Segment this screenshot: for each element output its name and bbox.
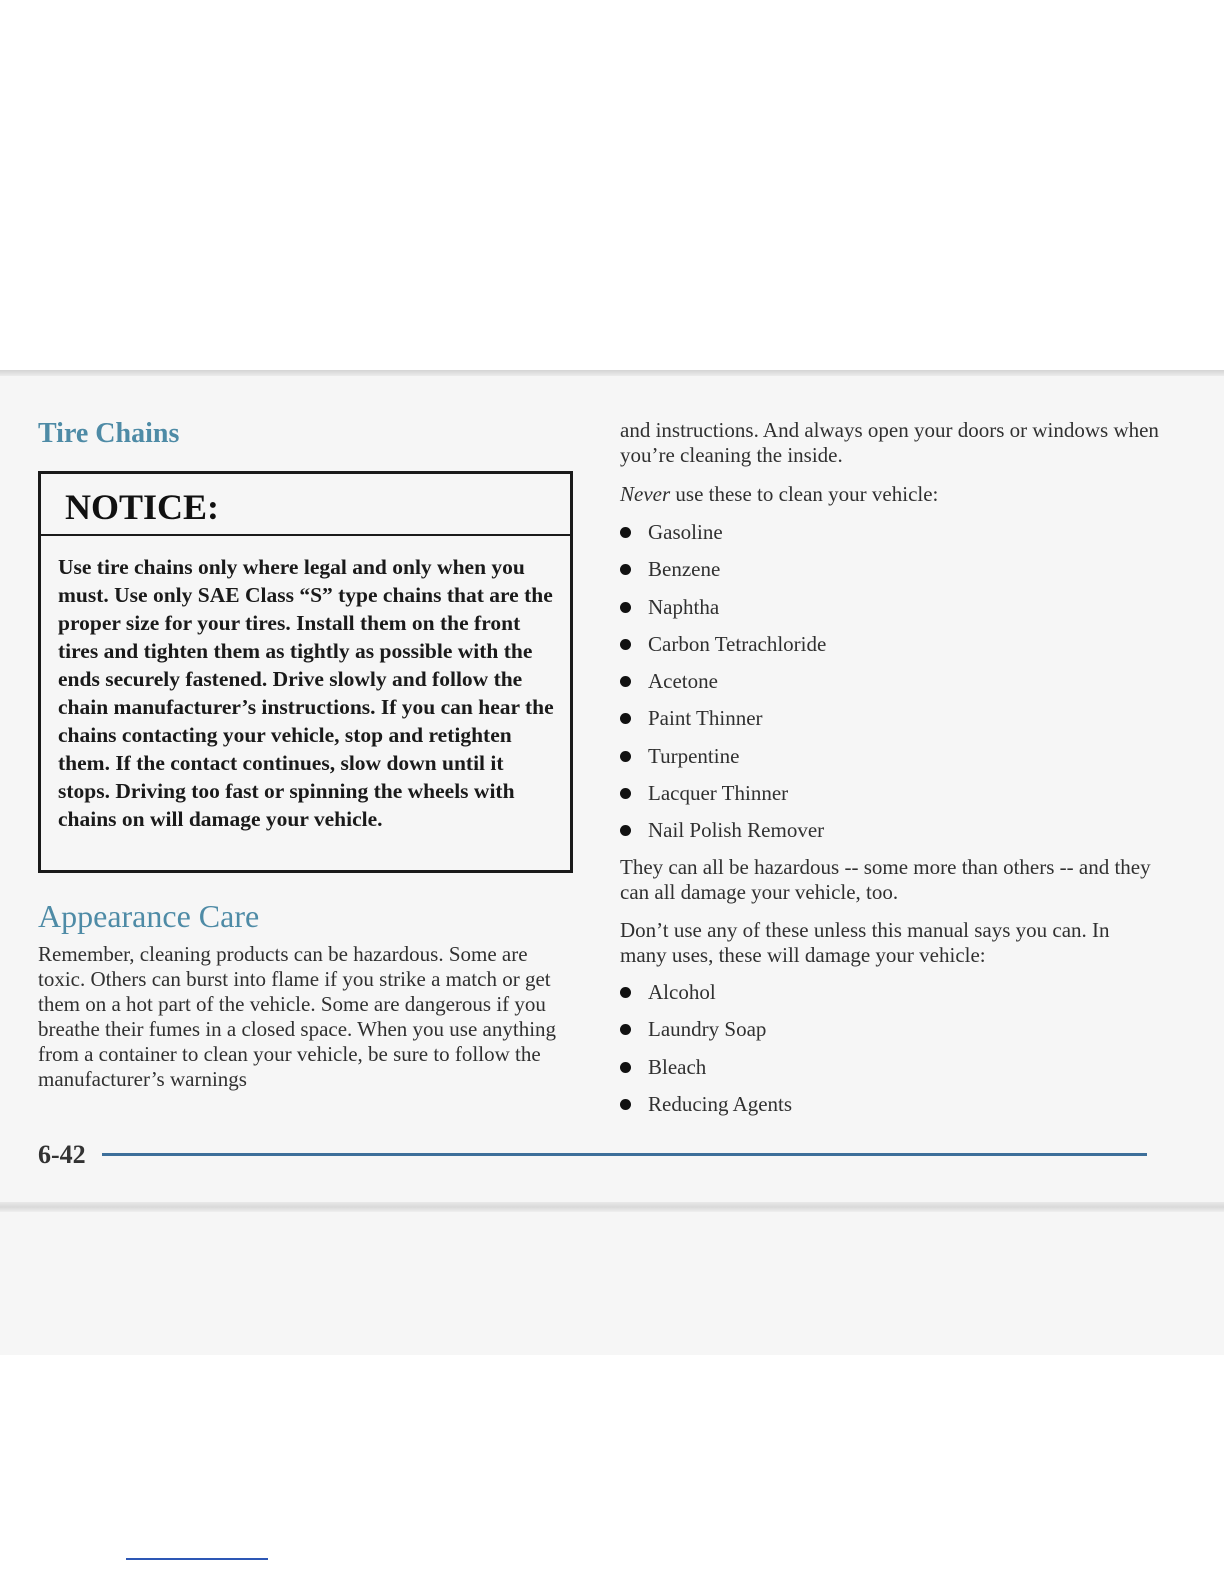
bullet-icon (620, 1062, 631, 1073)
list-item (620, 557, 826, 594)
list-item (620, 1092, 792, 1129)
list-item-label: Bleach (648, 1054, 707, 1079)
never-use-list (620, 520, 826, 856)
list-item-label: Gasoline (648, 520, 723, 544)
list-item-label: Lacquer Thinner (648, 781, 789, 806)
list-item (620, 744, 826, 781)
manual-page (0, 370, 1224, 1355)
list-item-label: Naphtha (648, 594, 720, 619)
list-item (620, 520, 826, 557)
list-item (620, 781, 826, 818)
list-item-label: Turpentine (648, 743, 740, 768)
notice-title: NOTICE: (41, 474, 570, 536)
bullet-icon (620, 602, 631, 613)
page-number: 6-42 (38, 1140, 86, 1169)
bottom-edge-rule (0, 1202, 1224, 1212)
never-intro-text: use these to clean your vehicle: (670, 482, 939, 506)
list-item-label: Carbon Tetrachloride (648, 631, 827, 656)
bullet-icon (620, 987, 631, 998)
list-item (620, 595, 826, 632)
list-item (620, 980, 792, 1017)
never-emphasis: Never (620, 482, 671, 506)
tire-chains-heading: Tire Chains (38, 418, 180, 449)
footer-rule (102, 1153, 1147, 1156)
list-item-label: Laundry Soap (648, 1017, 767, 1042)
bullet-icon (620, 564, 631, 575)
list-item (620, 632, 826, 669)
bullet-icon (620, 751, 631, 762)
appearance-care-heading: Appearance Care (38, 898, 260, 934)
bullet-icon (620, 1099, 631, 1110)
notice-box (38, 471, 573, 873)
bullet-icon (620, 713, 631, 724)
list-item-label: Paint Thinner (648, 706, 763, 731)
bullet-icon (620, 788, 631, 799)
list-item (620, 669, 826, 706)
list-item-label: Reducing Agents (648, 1091, 793, 1116)
continuation-paragraph: and instructions. And always open your doors or windows when you’re cleaning the inside. (620, 418, 1159, 467)
top-edge-rule (0, 370, 1224, 376)
never-intro (620, 482, 1160, 507)
list-item (620, 1055, 792, 1092)
bullet-icon (620, 639, 631, 650)
list-item (620, 706, 826, 743)
dont-use-list (620, 980, 792, 1129)
dont-use-paragraph: Don’t use any of these unless this manual says you can. In many uses, these will damage your vehicle: (620, 918, 1110, 967)
list-item-label: Benzene (648, 557, 721, 582)
appearance-paragraph: Remember, cleaning products can be hazardous. Some are toxic. Others can burst into flame if you strike a match or get them on a hot part of the vehicle. Some are dangerous if you breathe their fumes in a closed space. When you use anything from a container to clean your vehicle, be sure to follow the manufacturer’s warnings (38, 942, 557, 1091)
bottom-stub-line (126, 1558, 268, 1560)
notice-body: Use tire chains only where legal and only when you must. Use only SAE Class “S” type chains that are the proper size for your tires. Install them on the front tires and tighten them as tightly as possible with the ends securely fastened. Drive slowly and follow the chain manufacturer’s instructions. If you can hear the chains contacting your vehicle, stop and retighten them. If the contact continues, slow down until it stops. Driving too fast or spinning the wheels with chains on will damage your vehicle. (58, 555, 554, 831)
list-item-label: Acetone (648, 669, 718, 694)
list-item (620, 818, 826, 855)
list-item (620, 1017, 792, 1054)
bullet-icon (620, 825, 631, 836)
list-item-label: Alcohol (648, 980, 716, 1004)
bullet-icon (620, 676, 631, 687)
hazard-paragraph: They can all be hazardous -- some more than others -- and they can all damage your vehicle, too. (620, 855, 1151, 904)
bullet-icon (620, 527, 631, 538)
list-item-label: Nail Polish Remover (648, 818, 825, 843)
bullet-icon (620, 1024, 631, 1035)
